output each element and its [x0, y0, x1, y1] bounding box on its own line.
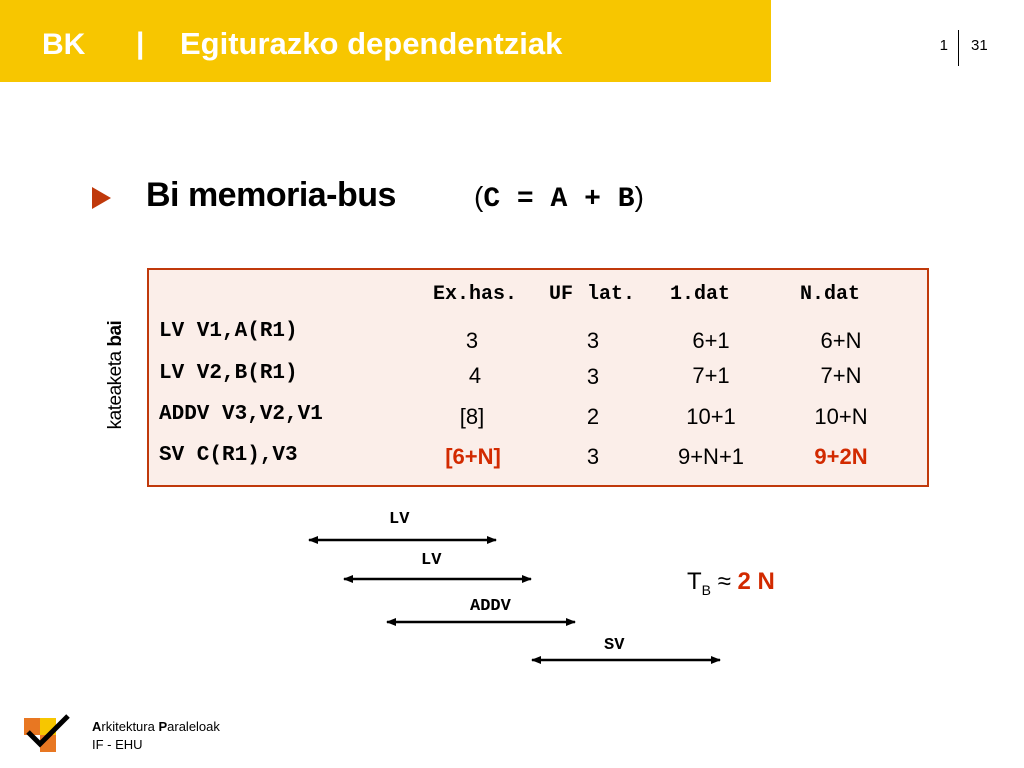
cell-latency: 3: [586, 444, 600, 469]
formula-close: ): [634, 181, 644, 212]
logo-icon: [24, 714, 72, 752]
page-total: 31: [971, 37, 988, 54]
header-separator: |: [136, 27, 145, 60]
cell-n: 9+2N: [814, 444, 868, 469]
footer-word-p: araleloak: [167, 719, 220, 734]
cell-first: 9+N+1: [677, 444, 745, 469]
cell-exhas: 4: [468, 363, 482, 388]
cell-n: 10+N: [814, 404, 868, 429]
row-instruction: LV V1,A(R1): [159, 320, 298, 343]
cell-exhas: 3: [465, 328, 479, 353]
cell-first: 10+1: [686, 404, 736, 429]
total-time-subscript: B: [701, 581, 712, 598]
row-instruction: SV C(R1),V3: [159, 444, 298, 467]
header-brand: BK: [42, 28, 86, 61]
section-heading: Bi memoria-bus: [146, 176, 396, 214]
row-instruction: LV V2,B(R1): [159, 362, 298, 385]
footer-initial-a: A: [92, 719, 102, 734]
column-header-uf: UF: [549, 283, 574, 306]
total-time-symbol: T: [687, 568, 702, 595]
footer-title: [92, 719, 220, 734]
footer-institution: IF - EHU: [92, 737, 143, 752]
cell-first: 7+1: [692, 363, 730, 388]
total-time-value: 2 N: [737, 568, 775, 595]
page-current: 1: [939, 37, 948, 54]
footer-word-a: rkitektura: [101, 719, 159, 734]
cell-latency: 3: [586, 364, 600, 389]
total-time: [687, 568, 775, 598]
column-header-n: N.dat: [800, 283, 861, 306]
chaining-value: bai: [105, 320, 126, 347]
cell-n: 7+N: [820, 363, 862, 388]
cell-first: 6+1: [692, 328, 730, 353]
timing-label-lv1: LV: [389, 510, 410, 529]
approx-symbol: ≈: [717, 568, 731, 595]
chaining-text: kateaketa: [105, 346, 126, 430]
column-header-exhas: Ex.has.: [433, 283, 518, 306]
cell-exhas: [6+N]: [445, 444, 501, 469]
cell-latency: 2: [586, 404, 600, 429]
row-instruction: ADDV V3,V2,V1: [159, 403, 323, 426]
footer-initial-p: P: [158, 719, 168, 734]
column-header-first: 1.dat: [670, 283, 731, 306]
formula-code: C = A + B: [483, 184, 635, 215]
timing-label-addv: ADDV: [470, 597, 511, 616]
cell-latency: 3: [586, 328, 600, 353]
timing-label-lv2: LV: [421, 551, 442, 570]
cell-exhas: [8]: [459, 404, 485, 429]
column-header-lat: lat.: [587, 283, 636, 306]
slide-title: Egiturazko dependentziak: [180, 26, 563, 61]
timing-label-sv: SV: [604, 636, 625, 655]
formula-open: (: [474, 181, 484, 212]
cell-n: 6+N: [820, 328, 862, 353]
